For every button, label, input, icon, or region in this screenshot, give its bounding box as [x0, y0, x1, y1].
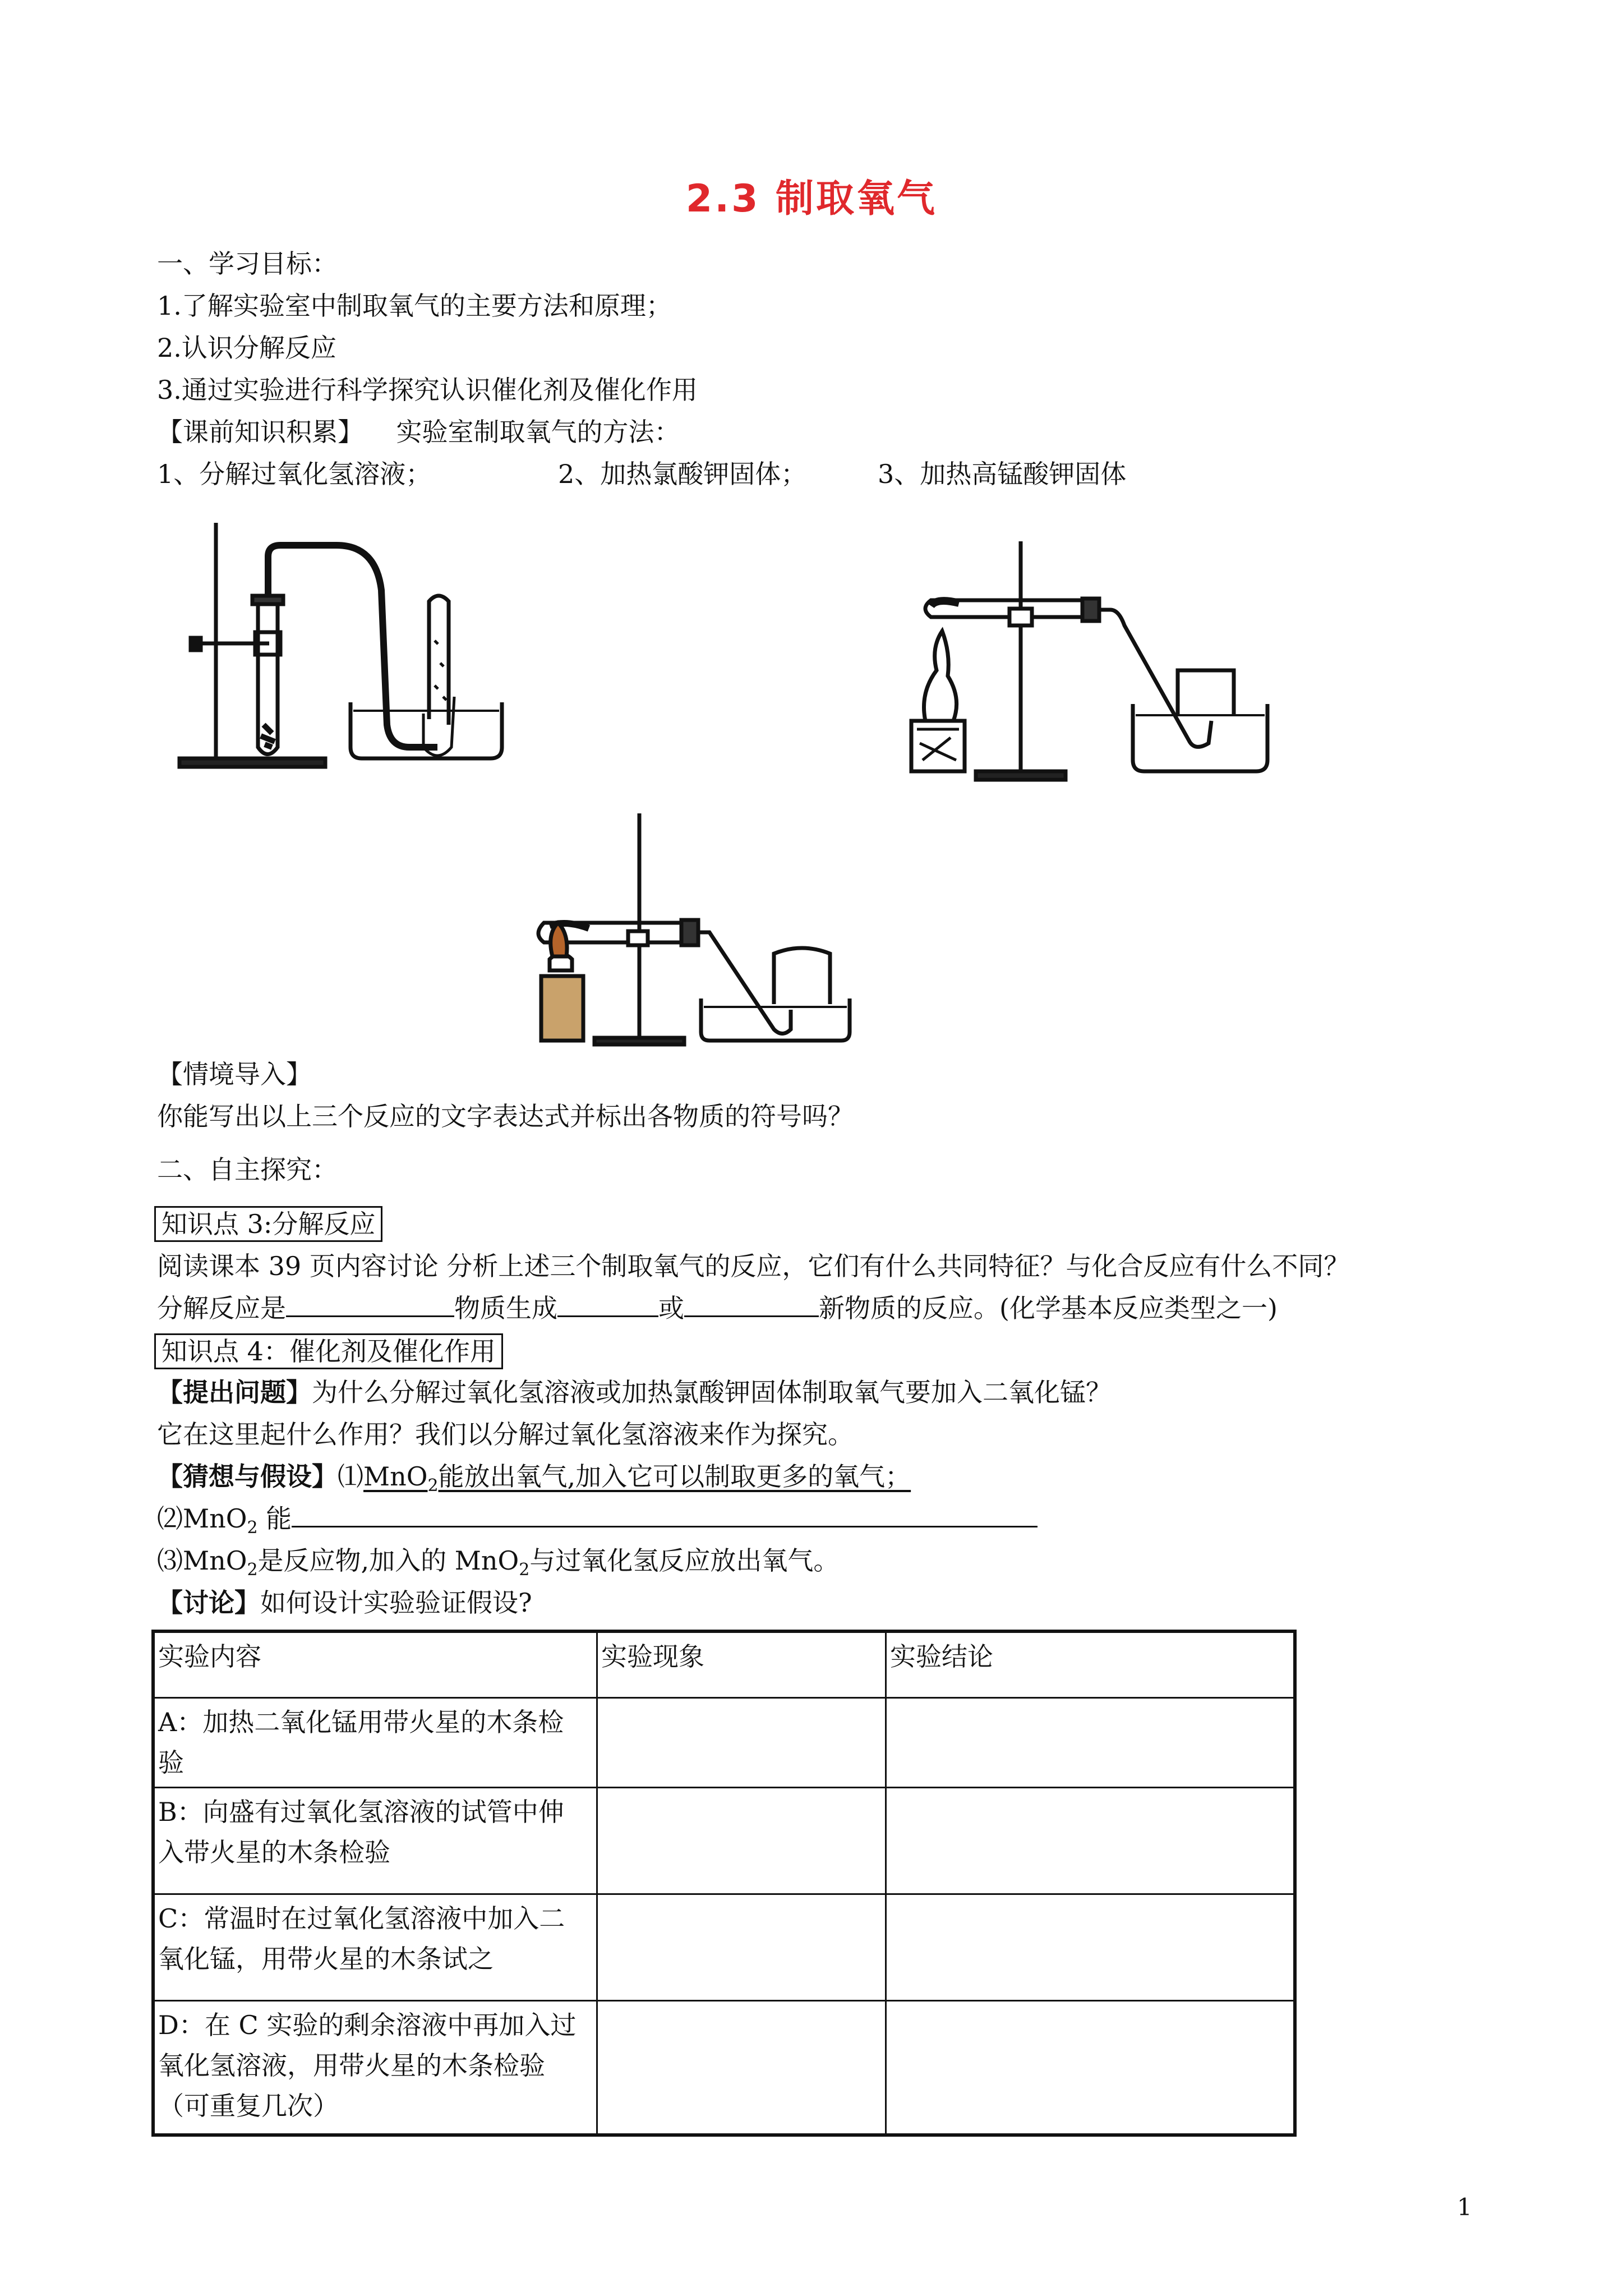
kp3-fill-line: [157, 1291, 1278, 1325]
kp3-fill-a: 分解反应是: [157, 1293, 286, 1323]
experiment-table: [151, 1630, 1297, 2137]
hypothesis-line-1: [157, 1460, 911, 1503]
row-c-phenomenon-cell[interactable]: [597, 1894, 886, 2000]
kp4-title: 知识点 4：催化剂及催化作用: [154, 1333, 503, 1369]
row-c-line2: 氧化锰，用带火星的木条试之: [158, 1943, 494, 1974]
row-b-phenomenon-cell[interactable]: [597, 1787, 886, 1894]
hyp2-blank[interactable]: [292, 1503, 1038, 1527]
question-label: 【提出问题】: [157, 1377, 312, 1407]
table-row: [153, 1894, 1295, 2000]
table-header-row: [153, 1631, 1295, 1697]
row-b-line2: 入带火星的木条检验: [158, 1837, 390, 1867]
hyp2-sub: 2: [247, 1518, 258, 1538]
hyp3-rest: 与过氧化氢反应放出氧气。: [529, 1545, 840, 1576]
kp3-box: [154, 1206, 382, 1242]
row-c-content: [153, 1894, 597, 2000]
section2-heading: 二、自主探究：: [157, 1154, 338, 1185]
hyp1-rest: 能放出氧气,加入它可以制取更多的氧气；: [438, 1461, 911, 1492]
hyp3-sub-b: 2: [519, 1560, 530, 1580]
row-a-line2: 验: [158, 1747, 184, 1778]
discussion-line: [157, 1586, 532, 1619]
blank-2[interactable]: [557, 1293, 658, 1317]
preknowledge-label: 【课前知识积累】: [157, 417, 363, 447]
hyp1-mno: MnO: [363, 1461, 428, 1492]
apparatus-figure-kclo3: [527, 808, 852, 1049]
kp3-fill-c: 或: [658, 1293, 684, 1323]
kp3-title: 知识点 3:分解反应: [154, 1206, 382, 1242]
header-content: 实验内容: [153, 1631, 597, 1697]
situation-label: 【情境导入】: [157, 1059, 312, 1089]
row-a-conclusion-cell[interactable]: [886, 1697, 1295, 1787]
hypothesis-line-2: [157, 1502, 1038, 1545]
goal-2: 2.认识分解反应: [157, 333, 336, 363]
method-2: 2、加热氯酸钾固体；: [558, 459, 807, 489]
hyp2-prefix: ⑵MnO: [157, 1503, 247, 1534]
question-line: [157, 1375, 1112, 1409]
goal-1: 1.了解实验室中制取氧气的主要方法和原理；: [157, 291, 672, 321]
header-conclusion: 实验结论: [886, 1631, 1295, 1697]
method-3: 3、加热高锰酸钾固体: [878, 459, 1127, 489]
discussion-label: 【讨论】: [157, 1588, 260, 1618]
row-d-conclusion-cell[interactable]: [886, 2000, 1295, 2135]
hyp1-content: [363, 1461, 911, 1496]
hyp1-sub: 2: [427, 1476, 439, 1496]
hyp1-prefix: ⑴: [338, 1461, 363, 1492]
hyp3-sub-a: 2: [247, 1560, 258, 1580]
blank-3[interactable]: [684, 1293, 819, 1317]
kp3-read: 阅读课本 39 页内容讨论 分析上述三个制取氧气的反应，它们有什么共同特征？与化合反应有什么不同？: [157, 1251, 1350, 1281]
hypothesis-label: 【猜想与假设】: [157, 1461, 338, 1492]
row-a-content: [153, 1697, 597, 1787]
row-b-content: [153, 1787, 597, 1894]
row-d-content: [153, 2000, 597, 2135]
hyp3-prefix: ⑶MnO: [157, 1545, 247, 1576]
discussion-text: 如何设计实验验证假设?: [260, 1588, 532, 1618]
kp3-fill-b: 物质生成: [454, 1293, 557, 1323]
blank-1[interactable]: [286, 1293, 454, 1317]
situation-question: 你能写出以上三个反应的文字表达式并标出各物质的符号吗？: [157, 1101, 854, 1131]
row-a-line1: A：加热二氧化锰用带火星的木条检: [158, 1706, 564, 1737]
apparatus-figure-kmno4: [897, 536, 1273, 788]
preknowledge-text: 实验室制取氧气的方法：: [396, 417, 680, 447]
row-d-line2: 氧化氢溶液，用带火星的木条检验: [158, 2050, 545, 2081]
row-c-conclusion-cell[interactable]: [886, 1894, 1295, 2000]
header-phenomenon: 实验现象: [597, 1631, 886, 1697]
row-d-phenomenon-cell[interactable]: [597, 2000, 886, 2135]
table-row: [153, 1787, 1295, 1894]
row-b-conclusion-cell[interactable]: [886, 1787, 1295, 1894]
kp3-fill-d: 新物质的反应。(化学基本反应类型之一): [819, 1293, 1278, 1323]
question-text: 为什么分解过氧化氢溶液或加热氯酸钾固体制取氧气要加入二氧化锰？: [312, 1377, 1112, 1407]
hyp3-mid: 是反应物,加入的 MnO: [257, 1545, 519, 1576]
section1-heading: 一、学习目标：: [157, 249, 338, 279]
hyp2-rest: 能: [266, 1503, 292, 1534]
row-d-line3: （可重复几次）: [158, 2090, 339, 2121]
method-1: 1、分解过氧化氢溶液；: [157, 459, 432, 489]
hypothesis-line-3: [157, 1544, 839, 1587]
kp4-box: [154, 1333, 503, 1369]
row-a-phenomenon-cell[interactable]: [597, 1697, 886, 1787]
goal-3: 3.通过实验进行科学探究认识催化剂及催化作用: [157, 375, 698, 405]
page-title: 2.3 制取氧气: [685, 177, 938, 221]
question2-text: 它在这里起什么作用？我们以分解过氧化氢溶液来作为探究。: [157, 1419, 854, 1450]
apparatus-figure-h2o2: [157, 512, 527, 775]
preknowledge-line: [157, 415, 680, 449]
row-c-line1: C：常温时在过氧化氢溶液中加入二: [158, 1903, 565, 1934]
row-b-line1: B：向盛有过氧化氢溶液的试管中伸: [158, 1796, 564, 1827]
page-number: 1: [1457, 2193, 1472, 2221]
row-d-line1: D：在 C 实验的剩余溶液中再加入过: [158, 2009, 577, 2040]
table-row: [153, 1697, 1295, 1787]
table-row: [153, 2000, 1295, 2135]
